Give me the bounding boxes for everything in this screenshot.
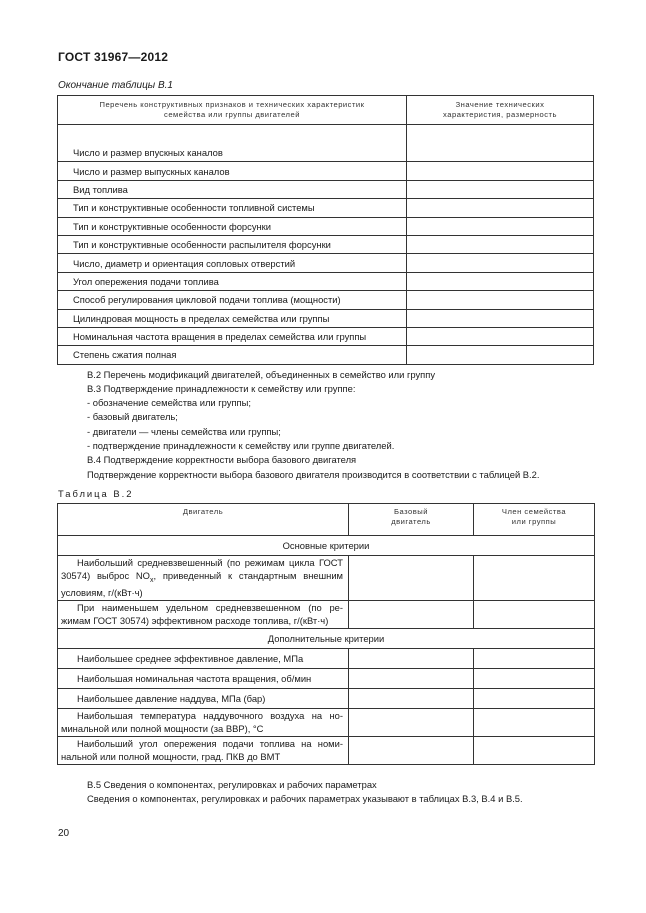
table-row: Степень сжатия полная: [58, 346, 594, 364]
table-row: Наибольший угол опережения подачи топлива на номи-нальной или полной мощности, град. ПКВ до ВМТ: [58, 737, 595, 765]
table-row: Число и размер впускных каналов: [58, 144, 594, 162]
table2-caption: Таблица В.2: [58, 488, 134, 499]
section-main-criteria: Основные критерии: [58, 536, 595, 556]
list-item: - подтверждение принадлежности к семейству или группе двигателей.: [87, 440, 395, 451]
paragraph-b4: В.4 Подтверждение корректности выбора базового двигателя: [87, 454, 357, 465]
table-row: Число, диаметр и ориентация сопловых отверстий: [58, 254, 594, 272]
table1-caption: Окончание таблицы В.1: [58, 80, 173, 91]
table-row: Наибольшая номинальная частота вращения, об/мин: [58, 669, 595, 689]
paragraph-b3: В.3 Подтверждение принадлежности к семейству или группе:: [87, 383, 356, 394]
table-row: Тип и конструктивные особенности распылителя форсунки: [58, 235, 594, 253]
table-row: Вид топлива: [58, 180, 594, 198]
table2-header: [58, 504, 595, 536]
table-row: При наименьшем удельном средневзвешенном (по ре-жимам ГОСТ 30574) эффективном расходе топлива, г/(кВт·ч): [58, 601, 595, 629]
table-row: Наибольшее среднее эффективное давление, МПа: [58, 649, 595, 669]
table-row: Тип и конструктивные особенности форсунки: [58, 217, 594, 235]
table-row: Цилиндровая мощность в пределах семейства или группы: [58, 309, 594, 327]
list-item: - двигатели — члены семейства или группы;: [87, 426, 281, 437]
table1-col1-header: Перечень конструктивных признаков и технических характеристик семейства или группы двигателей: [58, 96, 407, 125]
table-row: Тип и конструктивные особенности топливной системы: [58, 199, 594, 217]
table-row: Способ регулирования цикловой подачи топлива (мощности): [58, 291, 594, 309]
table-row: Наибольший средневзвешенный (по режимам цикла ГОСТ 30574) выброс $NO_x$, приведенный к стандартным внешним условиям, г/(кВт·ч): [58, 556, 595, 601]
document-code: ГОСТ 31967—2012: [58, 50, 169, 64]
table1-header: [58, 96, 594, 125]
table1-col2-header: Значение технических характеристия, размерность: [407, 96, 594, 125]
table2-col2-header: Базовый двигатель: [349, 504, 474, 536]
section-additional-criteria: Дополнительные критерии: [58, 629, 595, 649]
table-row: Номинальная частота вращения в пределах семейства или группы: [58, 327, 594, 345]
table-row: Наибольшее давление наддува, МПа (бар): [58, 689, 595, 709]
page-number: 20: [58, 828, 70, 839]
paragraph-b5: В.5 Сведения о компонентах, регулировках и рабочих параметрах: [87, 779, 377, 790]
table-row: Угол опережения подачи топлива: [58, 272, 594, 290]
list-item: - базовый двигатель;: [87, 411, 178, 422]
table-b1: [57, 95, 594, 365]
paragraph-b4-text: Подтверждение корректности выбора базового двигателя производится в соответствии с таблицей В.2.: [87, 469, 540, 480]
table-row: Число и размер выпускных каналов: [58, 162, 594, 180]
table2-col1-header: Двигатель: [58, 504, 349, 536]
paragraph-b5-text: Сведения о компонентах, регулировках и рабочих параметрах указывают в таблицах В.3, В.4 и В.5.: [87, 793, 523, 804]
table2-col3-header: Член семейства или группы: [474, 504, 595, 536]
table1-spacer: [58, 125, 594, 145]
table-b2: [57, 503, 595, 765]
table-row: Наибольшая температура наддувочного воздуха на но-минальной или полной мощности (за ВВР), °С: [58, 709, 595, 737]
list-item: - обозначение семейства или группы;: [87, 397, 251, 408]
paragraph-b2: В.2 Перечень модификаций двигателей, объединенных в семейство или группу: [87, 369, 436, 380]
